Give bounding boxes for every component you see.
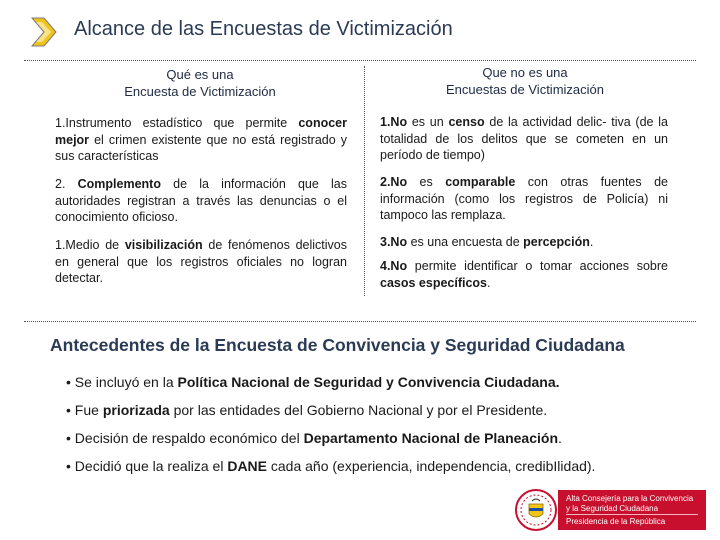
right-item-4-num: 4.No bbox=[380, 259, 408, 273]
bullet-4-bold: DANE bbox=[227, 458, 267, 474]
left-item-2 bbox=[55, 176, 347, 226]
left-item-1-bold: conocer mejor bbox=[55, 116, 347, 147]
left-column-heading bbox=[90, 66, 310, 100]
bullet-1-text: • Se incluyó en la bbox=[66, 374, 178, 390]
bullet-item-1 bbox=[66, 374, 560, 390]
bullet-item-4 bbox=[66, 458, 595, 474]
left-heading-line2: Encuesta de Victimización bbox=[124, 84, 276, 99]
right-item-4-text-end: . bbox=[487, 275, 491, 290]
left-item-2-text: 2. bbox=[55, 177, 78, 191]
left-heading-line1: Qué es una bbox=[166, 67, 234, 82]
left-item-3 bbox=[55, 237, 347, 287]
right-item-1-bold: censo bbox=[448, 115, 485, 129]
left-item-3-text: 1.Medio de bbox=[55, 238, 125, 252]
right-item-4-text: permite identificar o tomar acciones sobre bbox=[407, 259, 668, 273]
bullet-3-text: • Decisión de respaldo económico del bbox=[66, 430, 304, 446]
logo-line1: Alta Consejería para la Convivencia bbox=[566, 494, 694, 503]
left-item-1-text-end: el crimen existente que no está registrado y sus características bbox=[55, 132, 347, 163]
right-item-2 bbox=[380, 174, 668, 224]
bullet-2-text-end: por las entidades del Gobierno Nacional y por el Presidente. bbox=[169, 402, 548, 418]
right-item-2-bold: comparable bbox=[445, 175, 516, 189]
bullet-item-2 bbox=[66, 402, 547, 418]
right-item-3-text: es una encuesta de bbox=[407, 235, 524, 249]
page-title: Alcance de las Encuestas de Victimización bbox=[74, 18, 453, 40]
chevron-right-icon bbox=[30, 16, 58, 48]
right-item-1-num: 1.No bbox=[380, 115, 408, 129]
bullet-2-bold: priorizada bbox=[102, 402, 170, 418]
bottom-divider bbox=[24, 321, 696, 322]
bullet-1-bold: Política Nacional de Seguridad y Convivencia Ciudadana. bbox=[177, 374, 560, 390]
right-item-4-bold: casos específicos bbox=[380, 275, 488, 290]
logo-line3: Presidencia de la República bbox=[566, 517, 666, 526]
coat-of-arms-icon bbox=[514, 488, 558, 532]
right-item-3-num: 3.No bbox=[380, 235, 408, 249]
right-column-heading bbox=[400, 64, 650, 98]
left-item-3-bold: visibilización bbox=[124, 238, 203, 252]
right-item-3-bold: percepción bbox=[523, 235, 590, 249]
right-item-2-text-end: con otras fuentes de información (como los registros de Policía) ni tampoco las remplaza. bbox=[380, 175, 668, 222]
bullet-4-text-end: cada año (experiencia, independencia, credibIlidad). bbox=[267, 458, 596, 474]
right-item-2-text: es bbox=[407, 175, 446, 189]
right-item-3-text-end: . bbox=[589, 235, 594, 249]
slide-header bbox=[30, 14, 690, 50]
right-item-4 bbox=[380, 258, 668, 291]
right-item-1-text: es un bbox=[407, 115, 449, 129]
section-title: Antecedentes de la Encuesta de Convivencia y Seguridad Ciudadana bbox=[50, 335, 625, 355]
left-item-1-text: 1.Instrumento estadístico que permite bbox=[55, 116, 299, 130]
left-item-1 bbox=[55, 115, 347, 165]
logo-line2: y la Seguridad Ciudadana bbox=[566, 504, 659, 513]
right-heading-line2: Encuestas de Victimización bbox=[445, 82, 604, 97]
right-heading-line1: Que no es una bbox=[482, 65, 568, 80]
bullet-2-text: • Fue bbox=[66, 402, 103, 418]
right-item-1-text-end: de la actividad delic- tiva (de la totalidad de los delitos que se cometen en un período de tiempo) bbox=[380, 115, 668, 162]
bullet-item-3 bbox=[66, 430, 562, 446]
right-item-3 bbox=[380, 234, 668, 251]
right-item-1 bbox=[380, 114, 668, 164]
bullet-4-text: • Decidió que la realiza el bbox=[66, 458, 228, 474]
institution-logo bbox=[558, 490, 706, 530]
top-divider bbox=[24, 60, 696, 61]
right-item-2-num: 2.No bbox=[380, 175, 408, 189]
left-item-2-text-end: de la información que las autoridades registran a través las denuncias o el conocimiento oficioso. bbox=[55, 177, 347, 224]
bullet-3-bold: Departamento Nacional de Planeación bbox=[303, 430, 558, 446]
left-item-2-bold: Complemento bbox=[77, 177, 161, 191]
column-divider bbox=[364, 66, 365, 296]
left-item-3-text-end: de fenómenos delictivos en general que los registros oficiales no logran detectar. bbox=[55, 238, 347, 285]
logo-separator bbox=[566, 514, 698, 515]
bullet-3-text-end: . bbox=[558, 430, 562, 446]
